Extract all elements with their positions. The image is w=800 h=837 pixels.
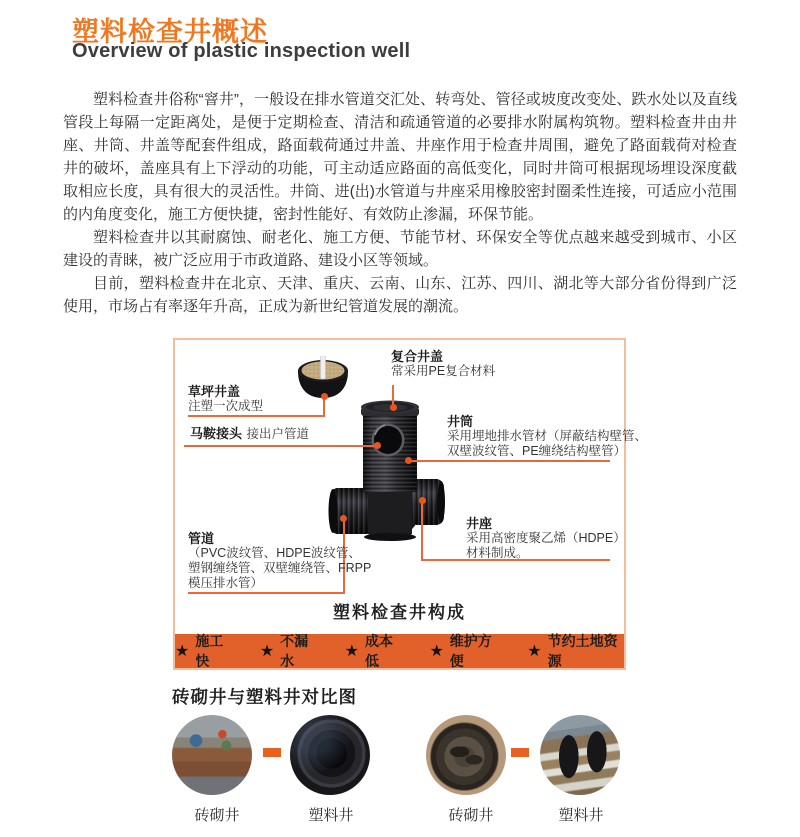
label-desc: 塑钢缠绕管、双壁缠绕管、FRPP	[188, 561, 372, 575]
feature-item	[345, 631, 403, 671]
paragraph: 塑料检查井以其耐腐蚀、耐老化、施工方便、节能节材、环保安全等优点越来越受到城市、小区建设的青睐，被广泛应用于市政道路、建设小区等领域。	[63, 229, 737, 269]
label-title: 草坪井盖	[188, 384, 241, 399]
plastic-well-photo-1	[290, 715, 370, 795]
feature-item	[527, 631, 624, 671]
paragraph: 塑料检查井俗称“窨井”，一般设在排水管道交汇处、转弯处、管径或坡度改变处、跌水处以及直线管段上每隔一定距离处，是便于定期检查、清洁和疏通管道的必要排水附属构筑物。塑料检查井由井座、井筒、井盖等配套件组成，路面载荷通过井盖、井座作用于检查井周围，避免了路面载荷对检查井的破坏，盖座具有上下浮动的功能，可主动适应路面的高低变化，同时井筒可根据现场埋设深度截取相应长度，具有很大的灵活性。井筒、进(出)水管道与井座采用橡胶密封圈柔性连接，可适应小范围的内角度变化，施工方便快捷，密封性能好、有效防止渗漏，环保节能。	[63, 91, 737, 223]
feature-label: 施工快	[195, 633, 224, 669]
inspection-well-image	[328, 398, 448, 546]
photo-caption: 砖砌井	[448, 807, 494, 824]
photo-caption: 塑料井	[308, 807, 354, 824]
label-composite-cover	[391, 349, 495, 379]
leader-dot-well-shaft	[405, 457, 412, 464]
leader-line-lawn-cover	[188, 415, 325, 417]
photo-caption: 塑料井	[558, 807, 604, 824]
star-icon: ★	[429, 643, 444, 660]
plastic-well-photo-2	[540, 715, 620, 795]
label-title: 井座	[466, 516, 493, 531]
comparison-heading: 砖砌井与塑料井对比图	[172, 687, 357, 707]
versus-dash-icon	[511, 748, 529, 757]
leader-dot-lawn-cover	[321, 393, 328, 400]
leader-dot-well-base	[419, 497, 426, 504]
label-desc: 材料制成。	[466, 546, 529, 560]
versus-dash-icon	[263, 748, 281, 757]
label-desc: 采用高密度聚乙烯（HDPE）	[466, 531, 626, 545]
page-title: 塑料检查井概述	[72, 17, 268, 47]
star-icon: ★	[344, 643, 359, 660]
star-icon: ★	[527, 643, 542, 660]
label-well-base	[466, 516, 626, 561]
label-saddle-joint	[190, 426, 309, 442]
photo-caption: 砖砌井	[194, 807, 240, 824]
leader-line-well-shaft	[408, 460, 610, 462]
leader-dot-composite-cover	[390, 404, 397, 411]
page-subtitle-en: Overview of plastic inspection well	[72, 40, 411, 62]
leader-line-well-base-riser	[421, 500, 423, 559]
label-desc: （PVC波纹管、HDPE波纹管、	[188, 546, 361, 560]
intro-text	[63, 88, 737, 318]
paragraph: 目前，塑料检查井在北京、天津、重庆、云南、山东、江苏、四川、湖北等大部分省份得到广泛使用，市场占有率逐年升高，正成为新世纪管道发展的潮流。	[63, 275, 737, 315]
feature-label: 不漏水	[280, 633, 309, 669]
label-lawn-cover	[188, 384, 263, 414]
leader-dot-pipes	[340, 515, 347, 522]
label-desc: 注塑一次成型	[188, 399, 264, 413]
well-structure-diagram	[173, 338, 648, 670]
feature-item	[260, 631, 318, 671]
star-icon: ★	[175, 643, 190, 660]
feature-label: 维护方便	[449, 633, 492, 669]
label-pipes	[188, 531, 371, 591]
star-icon: ★	[259, 643, 275, 660]
brick-well-photo-2	[426, 715, 506, 795]
leader-line-pipes	[188, 592, 345, 594]
brick-well-photo-1	[172, 715, 252, 795]
label-well-shaft	[447, 414, 647, 459]
label-desc: 常采用PE复合材料	[391, 364, 496, 378]
label-title: 井筒	[447, 414, 474, 429]
leader-line-saddle-joint	[184, 445, 377, 447]
label-desc: 双壁波纹管、PE缠绕结构壁管）	[447, 444, 627, 458]
label-title: 马鞍接头	[190, 426, 243, 441]
label-title: 管道	[188, 531, 215, 546]
label-desc: 采用埋地排水管材（屏蔽结构壁管、	[447, 429, 648, 443]
feature-item	[175, 631, 233, 671]
leader-dot-saddle-joint	[374, 442, 381, 449]
feature-label: 节约土地资源	[547, 633, 618, 669]
feature-item	[429, 631, 500, 671]
diagram-caption: 塑料检查井构成	[333, 603, 466, 622]
label-desc: 接出户管道	[246, 427, 309, 441]
label-desc: 模压排水管）	[188, 576, 264, 590]
feature-bar	[175, 634, 624, 668]
feature-label: 成本低	[364, 633, 393, 669]
label-title: 复合井盖	[391, 349, 444, 364]
